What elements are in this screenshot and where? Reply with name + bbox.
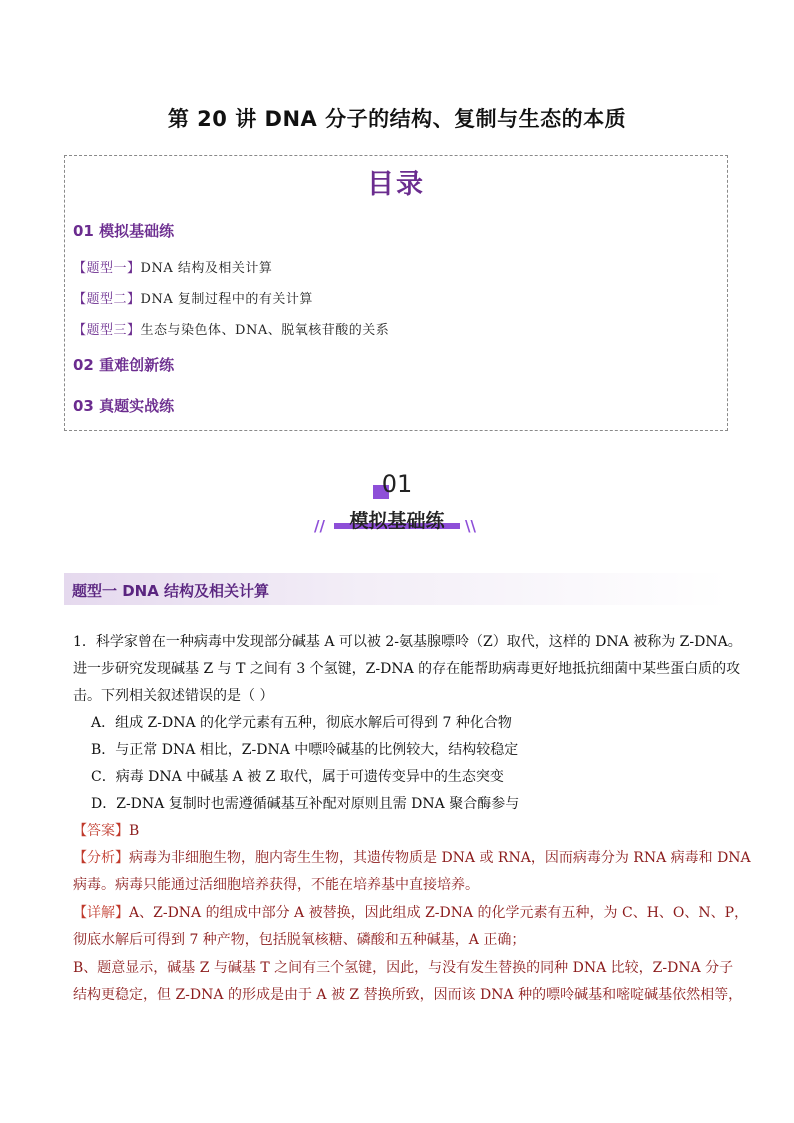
toc-item-text: DNA 复制过程中的有关计算	[140, 292, 313, 307]
toc-section-3[interactable]: 03 真题实战练	[73, 397, 175, 415]
toc-section-1[interactable]: 01 模拟基础练	[73, 222, 175, 240]
question-stem-line-1: 1．科学家曾在一种病毒中发现部分碱基 A 可以被 2-氨基腺嘌呤（Z）取代，这样的 DNA 被称为 Z-DNA。	[73, 634, 742, 650]
section-number: 01	[381, 470, 413, 498]
detail-label: 【详解】	[73, 905, 129, 921]
section-label: 模拟基础练	[349, 510, 445, 532]
option-d[interactable]: D．Z-DNA 复制时也需遵循碱基互补配对原则且需 DNA 聚合酶参与	[91, 796, 520, 812]
section-badge	[314, 470, 480, 540]
answer-label: 【答案】	[73, 823, 129, 839]
right-slash-decoration: \\	[465, 517, 476, 535]
detail-line-3: B、题意显示，碱基 Z 与碱基 T 之间有三个氢键，因此，与没有发生替换的同种 DNA 比较，Z-DNA 分子	[73, 960, 734, 976]
detail-line-4: 结构更稳定，但 Z-DNA 的形成是由于 A 被 Z 替换所致，因而该 DNA 种的嘌呤碱基和嘧啶碱基依然相等，	[73, 987, 743, 1003]
option-c[interactable]: C．病毒 DNA 中碱基 A 被 Z 取代，属于可遗传变异中的生态突变	[91, 769, 504, 785]
question-type-banner	[64, 573, 728, 605]
analysis-label: 【分析】	[73, 850, 129, 866]
option-b[interactable]: B．与正常 DNA 相比，Z-DNA 中嘌呤碱基的比例较大，结构较稳定	[91, 742, 519, 758]
toc-item-text: 生态与染色体、DNA、脱氧核苷酸的关系	[140, 323, 390, 338]
analysis-line-2: 病毒。病毒只能通过活细胞培养获得，不能在培养基中直接培养。	[73, 877, 479, 893]
toc-item-type-3[interactable]	[73, 319, 389, 338]
toc-item-type-2[interactable]	[73, 288, 313, 307]
toc-item-bracket: 【题型二】	[73, 292, 141, 307]
left-slash-decoration: //	[314, 517, 325, 535]
detail-text: A、Z-DNA 的组成中部分 A 被替换，因此组成 Z-DNA 的化学元素有五种，为 C、H、O、N、P，	[129, 905, 749, 921]
toc-item-bracket: 【题型一】	[73, 261, 141, 276]
answer-value: B	[129, 823, 140, 839]
table-of-contents	[64, 155, 728, 431]
toc-heading: 目录	[367, 169, 425, 200]
option-a[interactable]: A．组成 Z-DNA 的化学元素有五种，彻底水解后可得到 7 种化合物	[91, 715, 512, 731]
question-stem-line-2: 进一步研究发现碱基 Z 与 T 之间有 3 个氢键，Z-DNA 的存在能帮助病毒更好地抵抗细菌中某些蛋白质的攻	[73, 661, 741, 677]
detail-line-1	[73, 903, 748, 923]
answer-line	[73, 821, 139, 841]
question-type-title: 题型一 DNA 结构及相关计算	[72, 582, 270, 600]
toc-item-type-1[interactable]	[73, 257, 272, 276]
question-stem-line-3: 击。下列相关叙述错误的是（ ）	[73, 688, 274, 704]
toc-item-bracket: 【题型三】	[73, 323, 141, 338]
detail-line-2: 彻底水解后可得到 7 种产物，包括脱氧核糖、磷酸和五种碱基，A 正确；	[73, 932, 526, 948]
analysis-text: 病毒为非细胞生物，胞内寄生生物，其遗传物质是 DNA 或 RNA，因而病毒分为 RNA 病毒和 DNA	[129, 850, 751, 866]
analysis-line-1	[73, 848, 751, 868]
toc-section-2[interactable]: 02 重难创新练	[73, 356, 175, 374]
page-title: 第 20 讲 DNA 分子的结构、复制与生态的本质	[167, 107, 627, 131]
toc-item-text: DNA 结构及相关计算	[140, 261, 273, 276]
